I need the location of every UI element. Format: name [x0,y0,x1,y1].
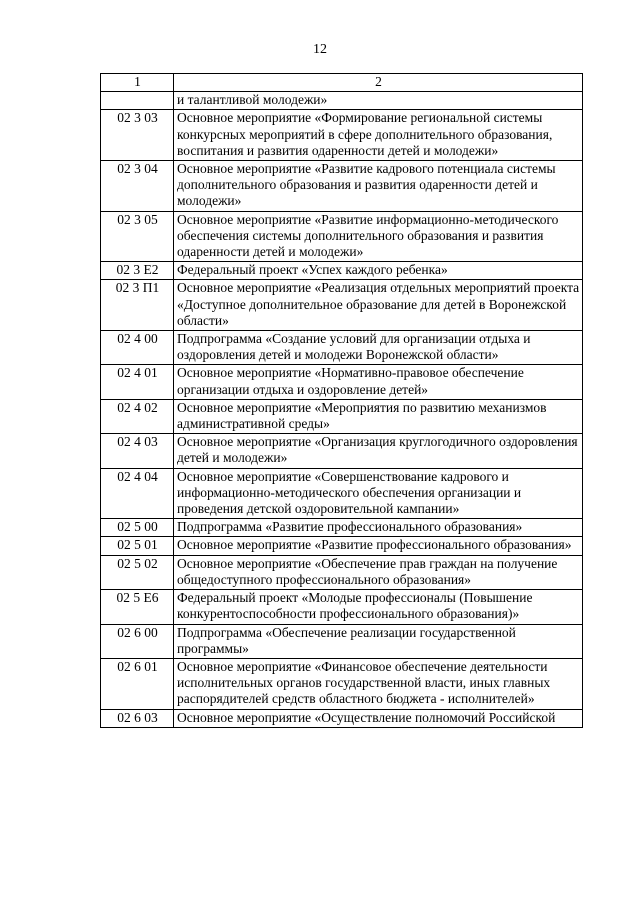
table-row [101,161,583,212]
row-description: и талантливой молодежи» [174,92,583,110]
table-row [101,262,583,280]
column-header-2: 2 [174,74,583,92]
row-description: Подпрограмма «Обеспечение реализации государственной программы» [174,624,583,658]
table-row [101,624,583,658]
table-row [101,537,583,555]
row-code: 02 6 01 [101,658,174,709]
table-row [101,468,583,519]
row-description: Подпрограмма «Создание условий для организации отдыха и оздоровления детей и молодежи Воронежской области» [174,331,583,365]
page-number: 12 [313,42,327,57]
table-row [101,658,583,709]
row-code: 02 5 00 [101,519,174,537]
row-code: 02 6 00 [101,624,174,658]
row-code: 02 6 03 [101,709,174,727]
table-row [101,709,583,727]
table-body [101,74,583,728]
row-code: 02 4 01 [101,365,174,399]
row-description: Основное мероприятие «Обеспечение прав граждан на получение общедоступного профессионального образования» [174,555,583,589]
row-description: Федеральный проект «Молодые профессионалы (Повышение конкурентоспособности профессионального образования)» [174,590,583,624]
table-row [101,331,583,365]
table-row [101,555,583,589]
row-code: 02 3 Е2 [101,262,174,280]
table-row [101,280,583,331]
row-code: 02 4 04 [101,468,174,519]
row-code: 02 3 03 [101,110,174,161]
row-code: 02 4 02 [101,399,174,433]
row-description: Основное мероприятие «Развитие кадрового потенциала системы дополнительного образования и развития одаренности детей и молодежи» [174,161,583,212]
row-code: 02 5 Е6 [101,590,174,624]
row-code: 02 3 05 [101,211,174,262]
row-description: Основное мероприятие «Осуществление полномочий Российской [174,709,583,727]
row-code: 02 3 П1 [101,280,174,331]
row-description: Подпрограмма «Развитие профессионального образования» [174,519,583,537]
row-description: Федеральный проект «Успех каждого ребенка» [174,262,583,280]
table-row [101,110,583,161]
row-description: Основное мероприятие «Развитие информационно-методического обеспечения системы дополнительного образования и развития одаренности детей и молодежи» [174,211,583,262]
row-code: 02 5 02 [101,555,174,589]
row-description: Основное мероприятие «Организация круглогодичного оздоровления детей и молодежи» [174,434,583,468]
row-description: Основное мероприятие «Мероприятия по развитию механизмов административной среды» [174,399,583,433]
row-description: Основное мероприятие «Финансовое обеспечение деятельности исполнительных органов государственной власти, иных главных распорядителей средств областного бюджета - исполнителей» [174,658,583,709]
table-row [101,92,583,110]
row-description: Основное мероприятие «Нормативно-правовое обеспечение организации отдыха и оздоровление детей» [174,365,583,399]
row-code [101,92,174,110]
table-row [101,519,583,537]
row-code: 02 5 01 [101,537,174,555]
table-row [101,365,583,399]
table-row [101,211,583,262]
row-description: Основное мероприятие «Реализация отдельных мероприятий проекта «Доступное дополнительное образование для детей в Воронежской области» [174,280,583,331]
row-code: 02 3 04 [101,161,174,212]
table-row [101,399,583,433]
table-row [101,590,583,624]
row-description: Основное мероприятие «Совершенствование кадрового и информационно-методического обеспечения организации и проведения детской оздоровительной кампании» [174,468,583,519]
program-structure-table [100,73,583,728]
table-row [101,434,583,468]
row-description: Основное мероприятие «Формирование региональной системы конкурсных мероприятий в сфере дополнительного образования, воспитания и развития одаренности детей и молодежи» [174,110,583,161]
row-code: 02 4 03 [101,434,174,468]
row-description: Основное мероприятие «Развитие профессионального образования» [174,537,583,555]
row-code: 02 4 00 [101,331,174,365]
column-header-1: 1 [101,74,174,92]
table-header-row [101,74,583,92]
